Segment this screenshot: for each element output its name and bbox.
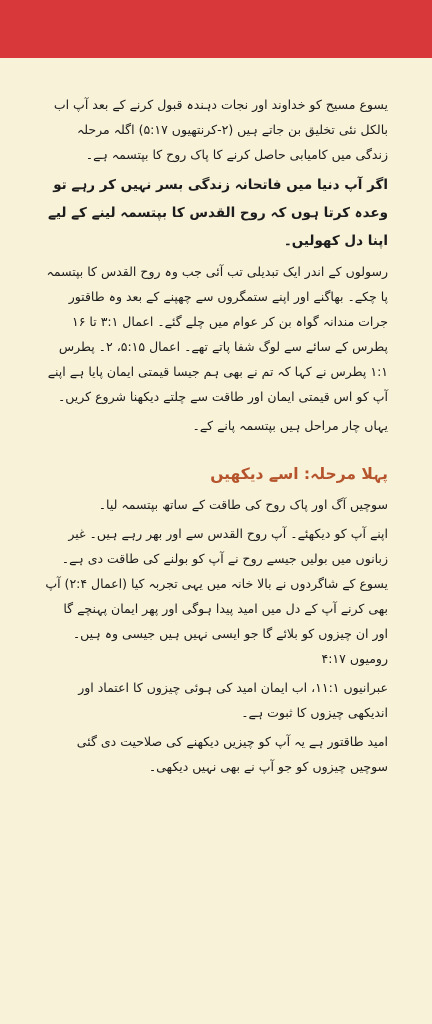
header-bar: [0, 0, 432, 58]
apostles-paragraph: رسولوں کے اندر ایک تبدیلی تب آئی جب وہ روح القدس کا بپتسمہ پا چکے۔ بھاگنے اور اپنے ستمگروں سے چھپنے کے بعد وہ طاقتور جرات مندانہ گواہ بن کر عوام میں چلے گئے۔ اعمال ۳:۱ تا ۱۶ پطرس کے سائے سے لوگ شفا پاتے تھے۔ اعمال ۵:۱۵، ۲۔ پطرس ۱:۱ پطرس نے کہا کہ تم نے بھی ہم جیسا قیمتی ایمان پایا ہے اپنے آپ کو اس قیمتی ایمان اور طاقت سے چلتے دیکھنا شروع کریں۔: [46, 264, 388, 404]
steps-intro-paragraph: یہاں چار مراحل ہیں بپتسمہ پانے کے۔: [192, 418, 388, 433]
section-paragraph-4: امید طاقتور ہے یہ آپ کو چیزیں دیکھنے کی صلاحیت دی گئی سوچیں چیزوں کو جو آپ نے بھی نہیں دیکھی۔: [76, 734, 388, 774]
intro-paragraph: یسوع مسیح کو خداوند اور نجات دہندہ قبول کرنے کے بعد آپ اب بالکل نئی تخلیق بن جاتے ہیں (۲-کرنتھیوں ۵:۱۷) اگلہ مرحلہ زندگی میں کامیابی حاصل کرنے کا پاک روح کا بپتسمہ ہے۔: [53, 97, 388, 162]
section-paragraph-3: عبرانیوں ۱۱:۱، اب ایمان امید کی ہوئی چیزوں کا اعتماد اور اندیکھی چیزوں کا ثبوت ہے۔: [78, 680, 388, 720]
section-heading: پہلا مرحلہ: اسے دیکھیں: [210, 465, 388, 483]
emphasis-paragraph: اگر آپ دنیا میں فاتحانہ زندگی بسر نہیں کر رہے تو وعدہ کرتا ہوں کہ روح القدس کا بپتسمہ لینے کے لیے اپنا دل کھولیں۔: [47, 177, 388, 249]
section-paragraph-2: اپنے آپ کو دیکھئے۔ آپ روح القدس سے اور بھر رہے ہیں۔ غیر زبانوں میں بولیں جیسے روح نے آپ کو بولنے کی طاقت دی ہے۔ یسوع کے شاگردوں نے بالا خانہ میں یہی تجربہ کیا (اعمال ۲:۴) آپ بھی کرنے آپ کے دل میں امید پیدا ہوگی اور پھر ایمان پہنچے گا اور ان چیزوں کو بلائے گا جو ایسی نہیں ہیں جیسی وہ ہیں۔ رومیوں ۴:۱۷: [45, 526, 388, 666]
section-paragraph-1: سوچیں آگ اور پاک روح کی طاقت کے ساتھ بپتسمہ لیا۔: [98, 497, 388, 512]
article-body: [44, 92, 388, 783]
